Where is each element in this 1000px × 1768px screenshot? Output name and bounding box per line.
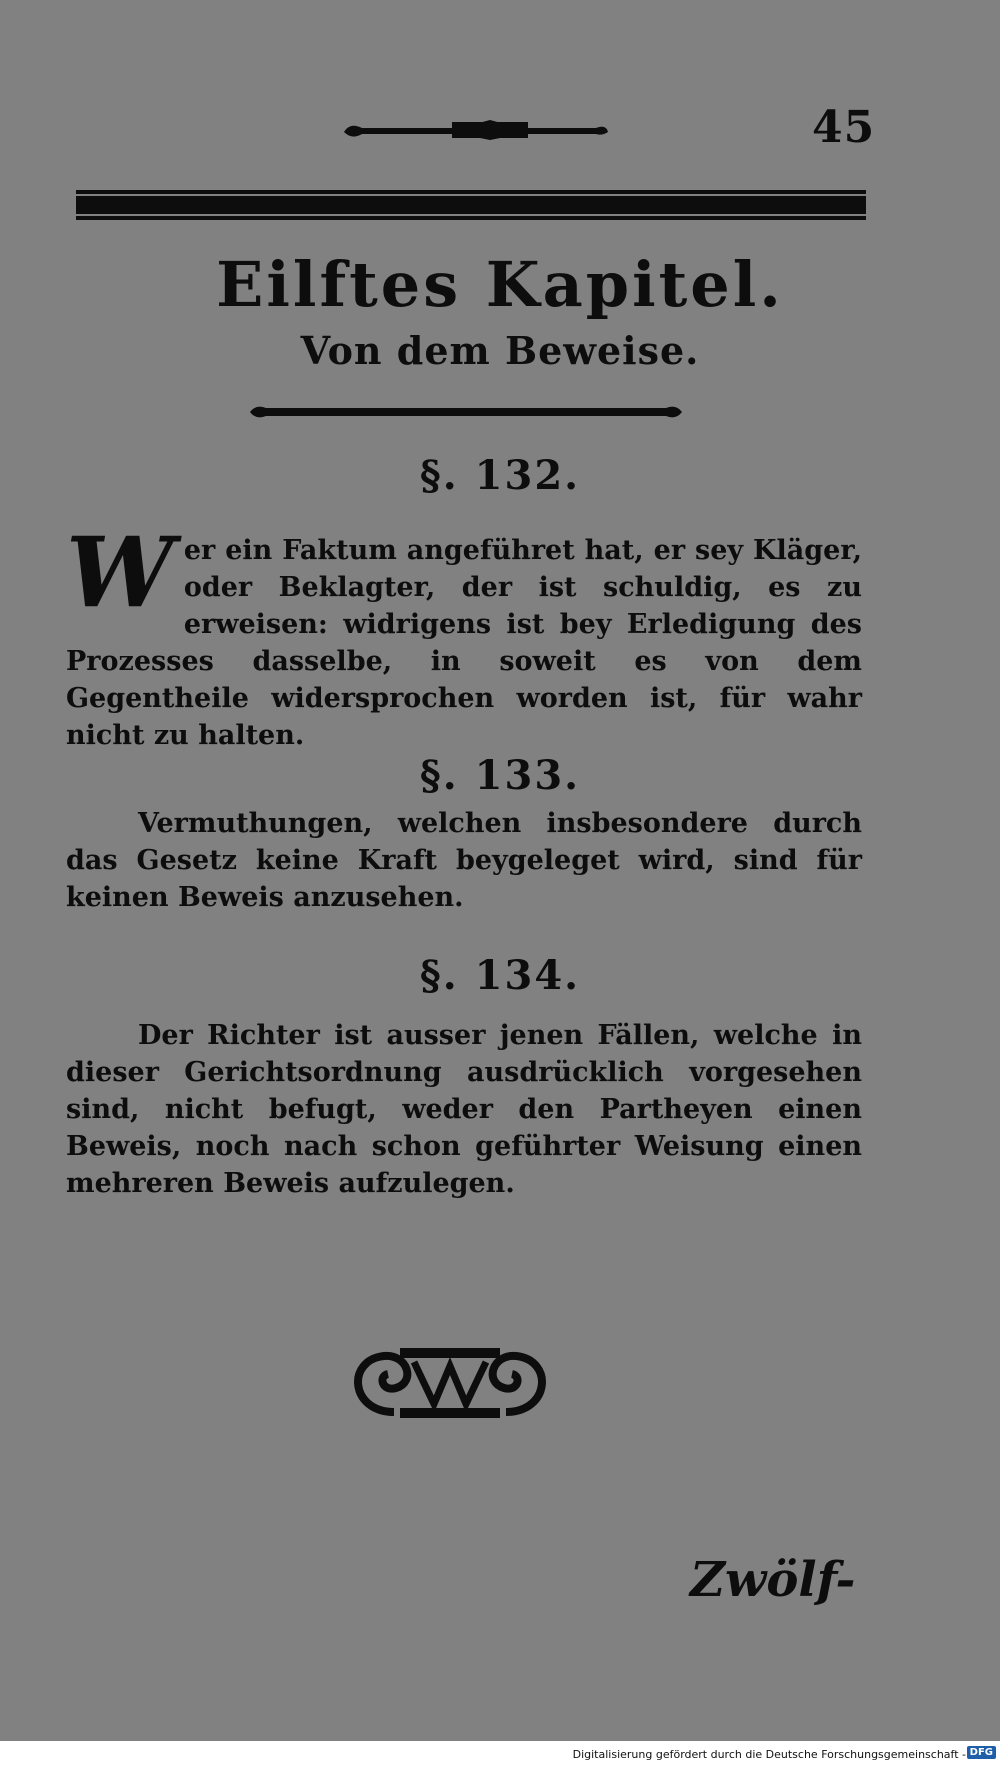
section-divider-rule (250, 400, 682, 424)
paragraph-132 (66, 516, 862, 754)
header-rule (76, 188, 866, 224)
section-heading-133: §. 133. (419, 752, 581, 799)
chapter-title: Eilftes Kapitel. (216, 248, 784, 321)
tail-vignette-ornament (342, 1342, 558, 1426)
header-ornament (340, 112, 610, 148)
page-number: 45 (812, 102, 876, 153)
dfg-logo: DFG (967, 1746, 996, 1759)
section-heading-134: §. 134. (419, 952, 581, 999)
digitization-credit: Digitalisierung gefördert durch die Deutsche Forschungsgemeinschaft - (572, 1748, 966, 1761)
chapter-subtitle: Von dem Beweise. (300, 328, 700, 373)
catchword: Zwölf- (690, 1552, 856, 1608)
paragraph-132-text: er ein Faktum angeführet hat, er sey Kläger, oder Beklagter, der ist schuldig, es zu erweisen: widrigens ist bey Erledigung des Prozesses dasselbe, in soweit es von dem Gegentheile widersprochen worden ist, für wahr nicht zu halten. (66, 535, 862, 751)
drop-cap: W (66, 516, 174, 629)
paragraph-133: Vermuthungen, welchen insbesondere durch das Gesetz keine Kraft beygeleget wird, sind für keinen Beweis anzusehen. (66, 808, 862, 913)
paragraph-134: Der Richter ist ausser jenen Fällen, welche in dieser Gerichtsordnung ausdrücklich vorgesehen sind, nicht befugt, weder den Partheyen einen Beweis, noch nach schon geführter Weisung einen mehreren Beweis aufzulegen. (66, 1020, 862, 1199)
section-heading-132: §. 132. (419, 452, 581, 499)
